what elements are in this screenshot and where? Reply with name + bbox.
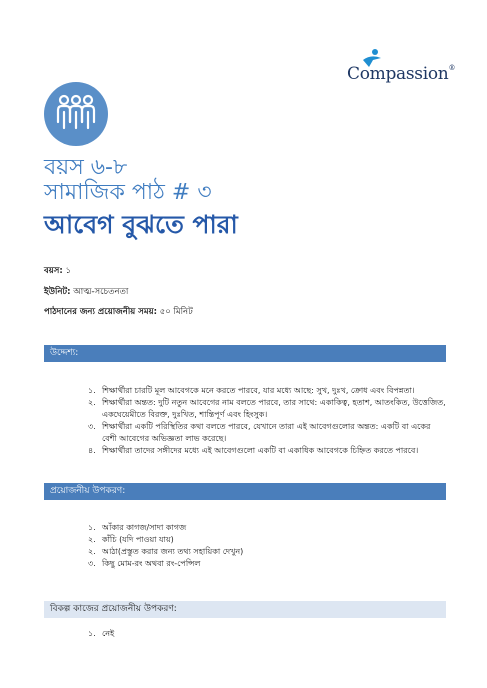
materials-list	[44, 522, 446, 570]
people-group-icon	[44, 82, 108, 146]
list-item: ১. শিক্ষার্থীরা চারটি মূল আবেগকে মনে করতে পারবে, যার মধ্যে আছে: সুখ, দুঃখ, ক্রোধ এবং বিপন্নতা।	[88, 386, 415, 395]
meta-age: বয়স: ১	[44, 266, 71, 276]
list-item: ২. কাঁচি (যদি পাওয়া যায়)	[88, 535, 174, 544]
alt-materials-heading: বিকল্প কাজের প্রয়োজনীয় উপকরণ:	[44, 601, 446, 618]
alt-materials-list	[44, 628, 446, 640]
logo-text: Compassion®	[347, 64, 456, 84]
list-item: ৪. শিক্ষার্থীরা তাদের সঙ্গীদের মধ্যে এই আবেগগুলো একটি বা একাধিক আবেগকে চিহ্নিত করতে পারবে।	[88, 446, 419, 455]
meta-time: পাঠদানের জন্য প্রয়োজনীয় সময়: ৫০ মিনিট	[44, 307, 193, 317]
materials-heading: প্রয়োজনীয় উপকরণ:	[44, 483, 446, 500]
list-item: ২. আঠা(প্রস্তুত করার জন্য তথ্য সহায়িকা দেখুন)	[88, 547, 244, 556]
age-heading: বয়স ৬-৮	[44, 155, 128, 180]
objectives-heading: উদ্দেশ্য:	[44, 345, 446, 362]
list-item: ৩. শিক্ষার্থীরা একটি পরিস্থিতির কথা বলতে পারবে, যেখানে তারা এই আবেগগুলোর অন্তত: একটি বা একের বেশী আবেগের অভিজ্ঞতা লাভ করেছে।	[88, 422, 431, 443]
list-item: ১. আঁকার কাগজ/সাদা কাগজ	[88, 523, 187, 532]
lesson-heading: সামাজিক পাঠ # ৩	[44, 180, 212, 205]
list-item: ২. শিক্ষার্থীরা অন্তত: দুটি নতুন আবেগের নাম বলতে পারবে, তার সাথে: একাকিত্ব, হতাশ, আতংকিত, উত্তেজিত, একঘেয়েমীতে বিরক্ত, দুঃখিত, শান্তিপূর্ণ এবং হিংসুক।	[88, 398, 446, 419]
list-item: ১. নেই	[88, 629, 115, 638]
meta-unit: ইউনিট: আত্ম-সচেতনতা	[44, 287, 129, 297]
page-title: আবেগ বুঝতে পারা	[44, 210, 238, 239]
objectives-list	[44, 385, 446, 457]
compassion-logo	[345, 50, 455, 90]
list-item: ৩. কিছু মোম-রং অথবা রং-পেন্সিল	[88, 559, 201, 568]
